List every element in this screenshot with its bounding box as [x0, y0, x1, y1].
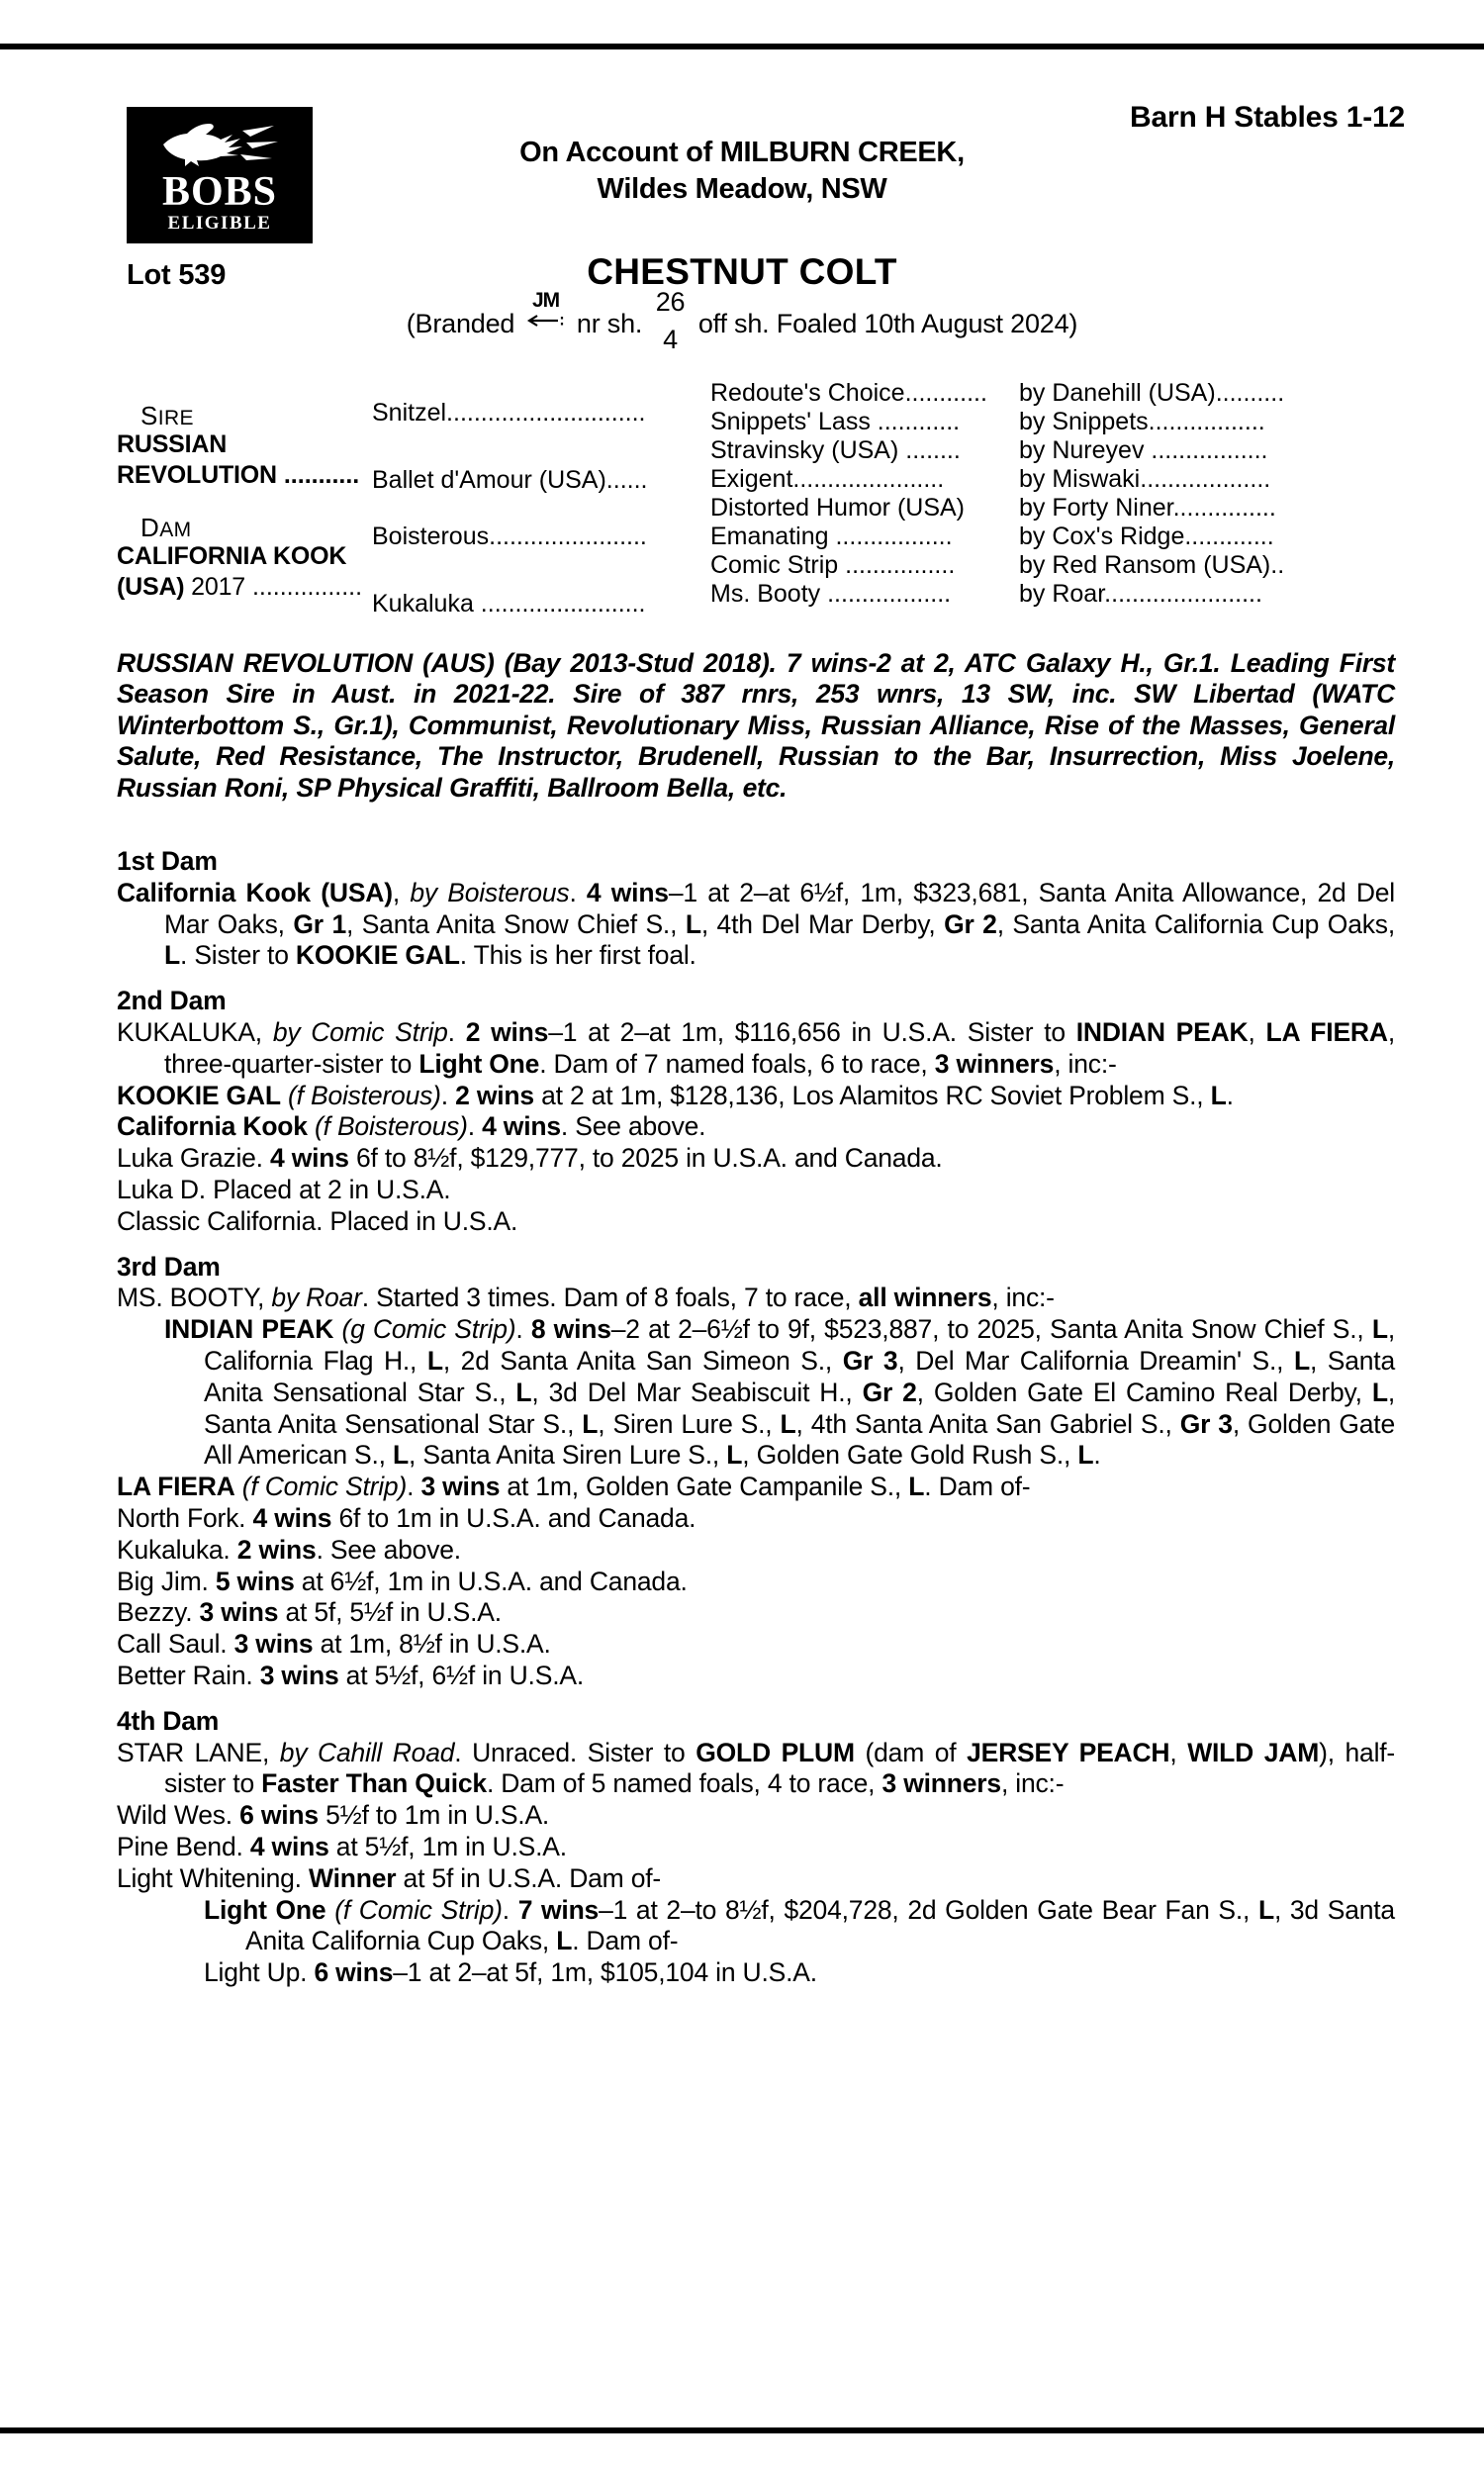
dam3-progeny-1 — [117, 1472, 1395, 1503]
pedigree-parent-0 — [372, 401, 710, 426]
sire-block — [117, 403, 372, 490]
dam4-name: STAR LANE — [117, 1737, 262, 1767]
sire-label: SIRE — [140, 401, 194, 430]
progeny-name: Big Jim. — [117, 1566, 209, 1596]
pedigree-gp-3 — [710, 467, 1019, 492]
progeny-record: . 7 wins–1 at 2–to 8½f, $204,728, 2d Golden Gate Bear Fan S., L, 3d Santa Anita California Cup Oaks, L. Dam of- — [245, 1894, 1395, 1956]
dam4-progeny-2-sub-0 — [117, 1895, 1395, 1958]
pedigree-gp-6 — [710, 553, 1019, 578]
dam2-by: by Comic Strip — [272, 1016, 448, 1047]
pedigree-parent-dots: ...... — [605, 466, 648, 494]
progeny-sire: (f Boisterous) — [288, 1080, 441, 1110]
dam2-main-entry: KUKALUKA, by Comic Strip. 2 wins–1 at 2–at 1m, $116,656 in U.S.A. Sister to INDIAN PEAK, LA FIERA, three-quarter-sister to Light One. Dam of 7 named foals, 6 to race, 3 winners, inc:- — [117, 1016, 1395, 1079]
pedigree-parent-1 — [372, 468, 710, 493]
pedigree-ggp-dots: ................... — [1140, 465, 1271, 493]
progeny-record: 6 wins–1 at 2–at 5f, 1m, $105,104 in U.S.A. — [314, 1957, 817, 1988]
dam3-progeny-2 — [117, 1535, 1395, 1567]
dam3-progeny-0 — [117, 1314, 1395, 1472]
pedigree-ggp-dots: ............... — [1172, 494, 1276, 522]
brand-letters: JM — [531, 289, 560, 312]
progeny-record: 4 wins 6f to 1m in U.S.A. and Canada. — [252, 1502, 696, 1533]
pedigree-parent-name: Kukaluka — [372, 590, 474, 618]
section-heading-4th-dam: 4th Dam — [117, 1705, 220, 1736]
dam4-progeny-2-sub-0-sub-0 — [117, 1957, 1395, 1989]
pedigree-ggp-2 — [1019, 438, 1393, 463]
dam2-progeny-4 — [117, 1206, 1395, 1238]
pedigree-ggp-name: by Cox's Ridge — [1019, 523, 1185, 550]
barn-stables-label: Barn H Stables 1-12 — [1130, 101, 1405, 134]
pedigree-parent-3 — [372, 592, 710, 617]
brand-numerator: 26 — [655, 287, 686, 317]
pedigree-gp-name: Stravinsky (USA) — [710, 436, 899, 464]
dam2-progeny-3 — [117, 1175, 1395, 1206]
pedigree-ggp-name: by Forty Niner — [1019, 494, 1173, 522]
pedigree-ggp-name: by Miswaki — [1019, 465, 1141, 493]
pedigree-gp-name: Redoute's Choice — [710, 379, 905, 407]
pedigree-gp-dots: ...................... — [792, 465, 945, 493]
progeny-name: Classic California. — [117, 1205, 324, 1236]
dam3-progeny-6 — [117, 1661, 1395, 1692]
pedigree-ggp-dots: ................. — [1144, 436, 1268, 464]
pedigree-gp-dots: ................ — [838, 551, 956, 579]
progeny-name: Kukaluka. — [117, 1534, 231, 1565]
pedigree-ggp-name: by Nureyev — [1019, 436, 1145, 464]
dam4-record: . Unraced. Sister to GOLD PLUM (dam of JERSEY PEACH, WILD JAM), half-sister to Faster Than Quick. Dam of 5 named foals, 4 to race, 3 winners, inc:- — [164, 1737, 1396, 1799]
dam4-progeny-0 — [117, 1800, 1395, 1832]
brand-mark-icon — [524, 289, 568, 334]
dam3-main-entry: MS. BOOTY, by Roar. Started 3 times. Dam of 8 foals, 7 to race, all winners, inc:- — [117, 1283, 1055, 1313]
dam1-record: . 4 wins–1 at 2–at 6½f, 1m, $323,681, Santa Anita Allowance, 2d Del Mar Oaks, Gr 1, Santa Anita Snow Chief S., L, 4th Del Mar Derby, Gr 2, Santa Anita California Cup Oaks, L. Sister to KOOKIE GAL. This is her first foal. — [164, 877, 1395, 971]
progeny-record: Placed in U.S.A. — [323, 1205, 518, 1236]
pedigree-parent-dots: ........................ — [473, 590, 646, 618]
branded-line — [0, 287, 1484, 354]
progeny-sire: (f Comic Strip) — [241, 1472, 408, 1502]
pedigree-ggp-dots: ............. — [1184, 523, 1274, 550]
dam2-progeny-2 — [117, 1143, 1395, 1175]
dam-name-dots: ................ — [245, 572, 363, 601]
section-heading-1st-dam: 1st Dam — [117, 846, 218, 876]
sire-summary-paragraph: RUSSIAN REVOLUTION (AUS) (Bay 2013-Stud 2018). 7 wins-2 at 2, ATC Galaxy H., Gr.1. Leading First Season Sire in Aust. in 2021-22. Sire of 387 rnrs, 253 wnrs, 13 SW, inc. SW Libertad (WATC Winterbottom S., Gr.1), Communist, Revolutionary Miss, Russian Alliance, Rise of the Masses, General Salute, Red Resistance, The Instructor, Brudenell, Russian to the Bar, Insurrection, Miss Joelene, Russian Roni, SP Physical Graffiti, Ballroom Bella, etc. — [117, 648, 1395, 803]
pedigree-gp-name: Exigent — [710, 465, 793, 493]
dam3-progeny-1-sub-0 — [117, 1503, 1395, 1535]
dam-name-line1: CALIFORNIA KOOK — [117, 542, 347, 570]
brand-denominator: 4 — [663, 325, 678, 354]
page-header — [0, 89, 1484, 386]
progeny-record: 4 wins at 5½f, 1m in U.S.A. — [249, 1831, 567, 1861]
pedigree-ggp-3 — [1019, 467, 1393, 492]
pedigree-ggp-dots: ....................... — [1104, 580, 1262, 608]
progeny-name: Light Up. — [204, 1957, 308, 1988]
dam2-progeny-1 — [117, 1111, 1395, 1143]
pedigree-parent-name: Boisterous — [372, 523, 490, 550]
dam-name-country: (USA) — [117, 572, 185, 601]
pedigree-gp-0 — [710, 381, 1019, 406]
dam1-main-entry: California Kook (USA), by Boisterous. 4 wins–1 at 2–at 6½f, 1m, $323,681, Santa Anita Allowance, 2d Del Mar Oaks, Gr 1, Santa Anita Snow Chief S., L, 4th Del Mar Derby, Gr 2, Santa Anita California Cup Oaks, L. Sister to KOOKIE GAL. This is her first foal. — [117, 877, 1395, 971]
pedigree-gp-name: Comic Strip — [710, 551, 839, 579]
progeny-record: . 8 wins–2 at 2–6½f to 9f, $523,887, to 2025, Santa Anita Snow Chief S., L, California Flag H., L, 2d Santa Anita San Simeon S., Gr 3, Del Mar California Dreamin' S., L, Santa Anita Sensational Star S., L, 3d Del Mar Seabiscuit H., Gr 2, Golden Gate El Camino Real Derby, L, Santa Anita Sensational Star S., L, Siren Lure S., L, 4th Santa Anita San Gabriel S., Gr 3, Golden Gate All American S., L, Santa Anita Siren Lure S., L, Golden Gate Gold Rush S., L. — [204, 1314, 1395, 1471]
sire-name-dots: ........... — [276, 460, 360, 489]
pedigree-gp-dots: ............ — [870, 408, 961, 435]
progeny-name: Bezzy. — [117, 1597, 193, 1628]
progeny-name: North Fork. — [117, 1502, 246, 1533]
progeny-record: 4 wins 6f to 8½f, $129,777, to 2025 in U.S.A. and Canada. — [270, 1143, 943, 1174]
pedigree-ggp-dots: .. — [1270, 551, 1285, 579]
pedigree-gp-7 — [710, 582, 1019, 607]
pedigree-gp-name: Ms. Booty — [710, 580, 821, 608]
progeny-record: 3 wins at 5f, 5½f in U.S.A. — [199, 1597, 502, 1628]
dam-name-year: 2017 — [184, 572, 245, 601]
progeny-name: KOOKIE GAL — [117, 1080, 281, 1110]
dam-name — [117, 541, 372, 602]
dam3-record: . Started 3 times. Dam of 8 foals, 7 to race, all winners, inc:- — [361, 1283, 1055, 1313]
dam3-progeny-4 — [117, 1597, 1395, 1629]
progeny-name: California Kook — [117, 1111, 308, 1142]
progeny-name: Luka Grazie. — [117, 1143, 263, 1174]
pedigree-ggp-5 — [1019, 524, 1393, 549]
dam2-name: KUKALUKA — [117, 1016, 255, 1047]
pedigree-ggp-0 — [1019, 381, 1393, 406]
page-title: CHESTNUT COLT — [587, 251, 897, 292]
pedigree-ggp-6 — [1019, 553, 1393, 578]
pedigree-gp-2 — [710, 438, 1019, 463]
progeny-name: Luka D. — [117, 1174, 206, 1204]
pedigree-gp-5 — [710, 524, 1019, 549]
progeny-name: Pine Bend. — [117, 1831, 243, 1861]
dam1-name: California Kook (USA) — [117, 877, 393, 907]
logo-brand-text: BOBS — [161, 169, 278, 215]
progeny-name: Call Saul. — [117, 1629, 228, 1660]
progeny-name: Better Rain. — [117, 1660, 253, 1690]
vendor-account — [0, 135, 1484, 207]
pedigree-ggp-name: by Snippets — [1019, 408, 1149, 435]
pedigree-parent-name: Snitzel — [372, 399, 447, 427]
progeny-name: Light One — [204, 1894, 326, 1925]
progeny-record: 6 wins 5½f to 1m in U.S.A. — [239, 1800, 550, 1831]
bottom-rule — [0, 2427, 1484, 2433]
pedigree-parent-dots: ............................. — [446, 399, 646, 427]
progeny-record: Winner at 5f in U.S.A. Dam of- — [309, 1862, 662, 1893]
dam4-progeny-2 — [117, 1863, 1395, 1895]
progeny-sire: (f Boisterous) — [315, 1111, 468, 1142]
section-heading-3rd-dam: 3rd Dam — [117, 1251, 221, 1282]
progeny-sire: (f Comic Strip) — [334, 1894, 503, 1925]
progeny-record: 3 wins at 5½f, 6½f in U.S.A. — [259, 1660, 584, 1690]
progeny-record: 3 wins at 1m, 8½f in U.S.A. — [233, 1629, 551, 1660]
progeny-record: 2 wins. See above. — [236, 1534, 461, 1565]
pedigree-parent-name: Ballet d'Amour (USA) — [372, 466, 606, 494]
progeny-name: Wild Wes. — [117, 1800, 232, 1831]
lot-number: Lot 539 — [127, 259, 227, 291]
pedigree-gp-name: Emanating — [710, 523, 829, 550]
pedigree-ggp-7 — [1019, 582, 1393, 607]
sire-name-line1: RUSSIAN — [117, 430, 228, 458]
progeny-sire: (g Comic Strip) — [341, 1314, 516, 1345]
sire-name — [117, 429, 372, 490]
vendor-account-line2: Wildes Meadow, NSW — [597, 172, 887, 205]
dam4-progeny-1 — [117, 1832, 1395, 1863]
dam-label: DAM — [140, 513, 192, 542]
section-heading-2nd-dam: 2nd Dam — [117, 986, 227, 1016]
dam3-progeny-5 — [117, 1629, 1395, 1661]
progeny-record: 5 wins at 6½f, 1m in U.S.A. and Canada. — [215, 1566, 688, 1596]
dam4-main-entry: STAR LANE, by Cahill Road. Unraced. Sister to GOLD PLUM (dam of JERSEY PEACH, WILD JAM), half-sister to Faster Than Quick. Dam of 5 named foals, 4 to race, 3 winners, inc:- — [117, 1737, 1396, 1799]
dam3-progeny-3 — [117, 1567, 1395, 1598]
progeny-name: INDIAN PEAK — [164, 1314, 334, 1345]
dam2-record: . 2 wins–1 at 2–at 1m, $116,656 in U.S.A. Sister to INDIAN PEAK, LA FIERA, three-quarter-sister to Light One. Dam of 7 named foals, 6 to race, 3 winners, inc:- — [164, 1016, 1395, 1079]
progeny-name: Light Whitening. — [117, 1862, 302, 1893]
pedigree-ggp-name: by Danehill (USA) — [1019, 379, 1216, 407]
dam2-progeny-0 — [117, 1081, 1395, 1112]
pedigree-ggp-1 — [1019, 410, 1393, 434]
pedigree-gp-dots: ............ — [904, 379, 987, 407]
branded-prefix: (Branded — [406, 309, 515, 338]
pedigree-ggp-dots: ................. — [1148, 408, 1265, 435]
pedigree-ggp-name: by Roar — [1019, 580, 1105, 608]
pedigree-ggp-name: by Red Ransom (USA) — [1019, 551, 1271, 579]
pedigree-gp-name: Distorted Humor (USA) — [710, 494, 965, 522]
dam4-by: by Cahill Road — [279, 1737, 455, 1767]
progeny-record: . 4 wins. See above. — [467, 1111, 706, 1142]
sire-name-line2: REVOLUTION — [117, 460, 277, 489]
pedigree-gp-name: Snippets' Lass — [710, 408, 871, 435]
pedigree-ggp-dots: .......... — [1215, 379, 1285, 407]
dam3-name: MS. BOOTY — [117, 1283, 258, 1313]
progeny-name: LA FIERA — [117, 1472, 235, 1502]
dam-block — [117, 515, 372, 602]
pedigree-gp-1 — [710, 410, 1019, 434]
pedigree-parent-2 — [372, 524, 710, 549]
logo-eligible-text: ELIGIBLE — [167, 212, 272, 234]
top-rule — [0, 44, 1484, 49]
dam3-by: by Roar — [271, 1283, 362, 1313]
branded-middle: nr sh. — [576, 309, 643, 338]
pedigree-gp-dots: ........ — [898, 436, 961, 464]
dam1-by: by Boisterous — [410, 877, 570, 907]
pedigree-parent-dots: ....................... — [489, 523, 647, 550]
pedigree-ggp-4 — [1019, 496, 1393, 521]
progeny-record: . 2 wins at 2 at 1m, $128,136, Los Alamitos RC Soviet Problem S., L. — [440, 1080, 1234, 1110]
vendor-account-line1: On Account of MILBURN CREEK, — [519, 137, 965, 168]
pedigree-gp-dots: ................. — [828, 523, 953, 550]
branded-suffix: off sh. Foaled 10th August 2024) — [697, 309, 1078, 338]
pedigree-narrative — [117, 846, 1395, 1989]
progeny-record: . 3 wins at 1m, Golden Gate Campanile S., L. Dam of- — [407, 1472, 1031, 1502]
pedigree-gp-dots: .................. — [820, 580, 952, 608]
progeny-record: Placed at 2 in U.S.A. — [205, 1174, 451, 1204]
pedigree-gp-4 — [710, 496, 1019, 521]
pedigree-table — [117, 379, 1393, 618]
left-arrow-icon — [524, 313, 568, 329]
